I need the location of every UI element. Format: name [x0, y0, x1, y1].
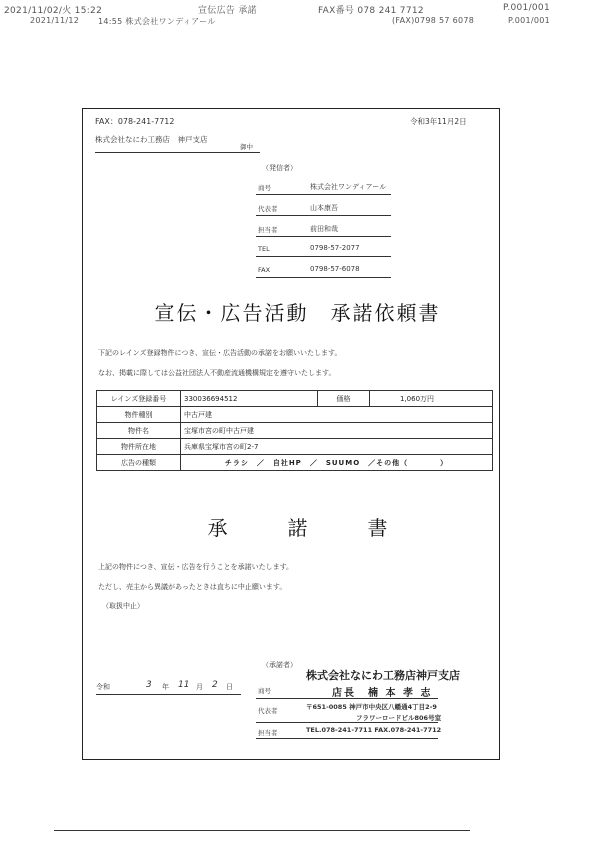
sign-day-label: 日: [226, 683, 233, 691]
reins-number: 330036694512: [181, 391, 318, 407]
sign-date-month: 11: [178, 680, 190, 690]
sender-rep: 山本康吾: [310, 204, 338, 212]
recipient-company: 株式会社なにわ工務店 神戸支店: [95, 135, 208, 144]
type-value: 中古戸建: [181, 407, 493, 423]
sender-underline-5: [256, 277, 391, 278]
sender-company: 株式会社ワンディアール: [310, 183, 387, 191]
name-value: 宝塚市宮の町中古戸建: [181, 423, 493, 439]
sign-date-era: 令和: [96, 683, 110, 691]
price-label: 価格: [318, 391, 370, 407]
type-label: 物件種別: [97, 407, 181, 423]
recipient-fax: FAX：078-241-7712: [95, 117, 175, 126]
sender-tel: 0798-57-2077: [310, 244, 360, 252]
document-date: 令和3年11月2日: [410, 117, 467, 126]
recipient-underline: [95, 152, 260, 153]
table-row: [97, 455, 493, 471]
consent-text-2: ただし、売主から異議があったときは直ちに中止願います。: [98, 583, 287, 591]
fax-number-header: FAX番号 078 241 7712: [318, 6, 424, 16]
signer-underline-1: [256, 698, 438, 699]
sender-fax: 0798-57-6078: [310, 265, 360, 273]
sender-underline-3: [256, 236, 391, 237]
sign-date-year: 3: [146, 680, 152, 690]
signer-address-1: 〒651-0085 神戸市中央区八幡通4丁目2-9: [306, 703, 437, 711]
request-text-1: 下記のレインズ登録物件につき、宣伝・広告活動の承諾をお願いいたします。: [98, 349, 342, 357]
sender-heading: （発信者）: [262, 164, 297, 172]
table-row: [97, 391, 493, 407]
signer-label-contact: 担当者: [258, 729, 278, 737]
signer-label-rep: 代表者: [258, 707, 278, 715]
consent-text-3: （取扱中止）: [102, 602, 144, 610]
signer-telfax: TEL.078-241-7711 FAX.078-241-7712: [306, 726, 442, 734]
date-underline: [96, 694, 241, 695]
request-text-2: なお、掲載に際しては公益社団法人不動産流通機構規定を遵守いたします。: [98, 369, 336, 377]
signer-underline-2: [256, 722, 438, 723]
sender-label-contact: 担当者: [258, 226, 278, 234]
sender-underline-4: [256, 256, 391, 257]
sender-underline-1: [256, 194, 391, 195]
table-row: [97, 407, 493, 423]
table-row: [97, 423, 493, 439]
sign-year-label: 年: [162, 683, 169, 691]
sender-label-company: 商号: [258, 184, 271, 192]
sign-date-day: 2: [212, 680, 218, 690]
document-title: 宣伝・広告活動 承諾依頼書: [154, 301, 441, 325]
signer-manager: 店長 楠 本 孝 志: [332, 688, 433, 699]
signer-underline-3: [256, 738, 438, 739]
sender-label-rep: 代表者: [258, 205, 278, 213]
location-label: 物件所在地: [97, 439, 181, 455]
price-value: 1,060万円: [370, 391, 493, 407]
sender-underline-2: [256, 215, 391, 216]
fax-subject: 宣伝広告 承諾: [198, 6, 257, 16]
consent-title: 承 諾 書: [207, 516, 388, 540]
bottom-rule: [54, 830, 470, 831]
fax-timestamp-2: 2021/11/12: [30, 16, 80, 25]
property-table: [96, 390, 493, 471]
signer-address-2: フラワーロードビル806号室: [356, 714, 442, 722]
sender-contact: 前田和哉: [310, 225, 338, 233]
signer-heading: （承諾者）: [262, 661, 297, 669]
reins-label: レインズ登録番号: [97, 391, 181, 407]
table-row: [97, 439, 493, 455]
sender-label-tel: TEL: [258, 245, 270, 253]
fax-page-2: P.001/001: [508, 16, 551, 25]
consent-text-1: 上記の物件につき、宣伝・広告を行うことを承諾いたします。: [98, 563, 294, 571]
fax-page-1: P.001/001: [503, 3, 550, 13]
media-value: チラシ ／ 自社HP ／ SUUMO ／その他（ ）: [181, 455, 493, 471]
recipient-honorific: 御中: [240, 143, 253, 151]
fax-timestamp-1: 2021/11/02/火 15:22: [4, 6, 103, 16]
signer-company: 株式会社なにわ工務店神戸支店: [306, 669, 460, 682]
sender-label-fax: FAX: [258, 266, 271, 274]
name-label: 物件名: [97, 423, 181, 439]
signer-label-company: 商号: [258, 687, 271, 695]
fax-sender-header: 14:55 株式会社ワンディアール: [98, 17, 216, 26]
fax-sender-fax: (FAX)0798 57 6078: [392, 16, 475, 25]
media-label: 広告の種類: [97, 455, 181, 471]
sign-month-label: 月: [196, 683, 203, 691]
location-value: 兵庫県宝塚市宮の町2-7: [181, 439, 493, 455]
